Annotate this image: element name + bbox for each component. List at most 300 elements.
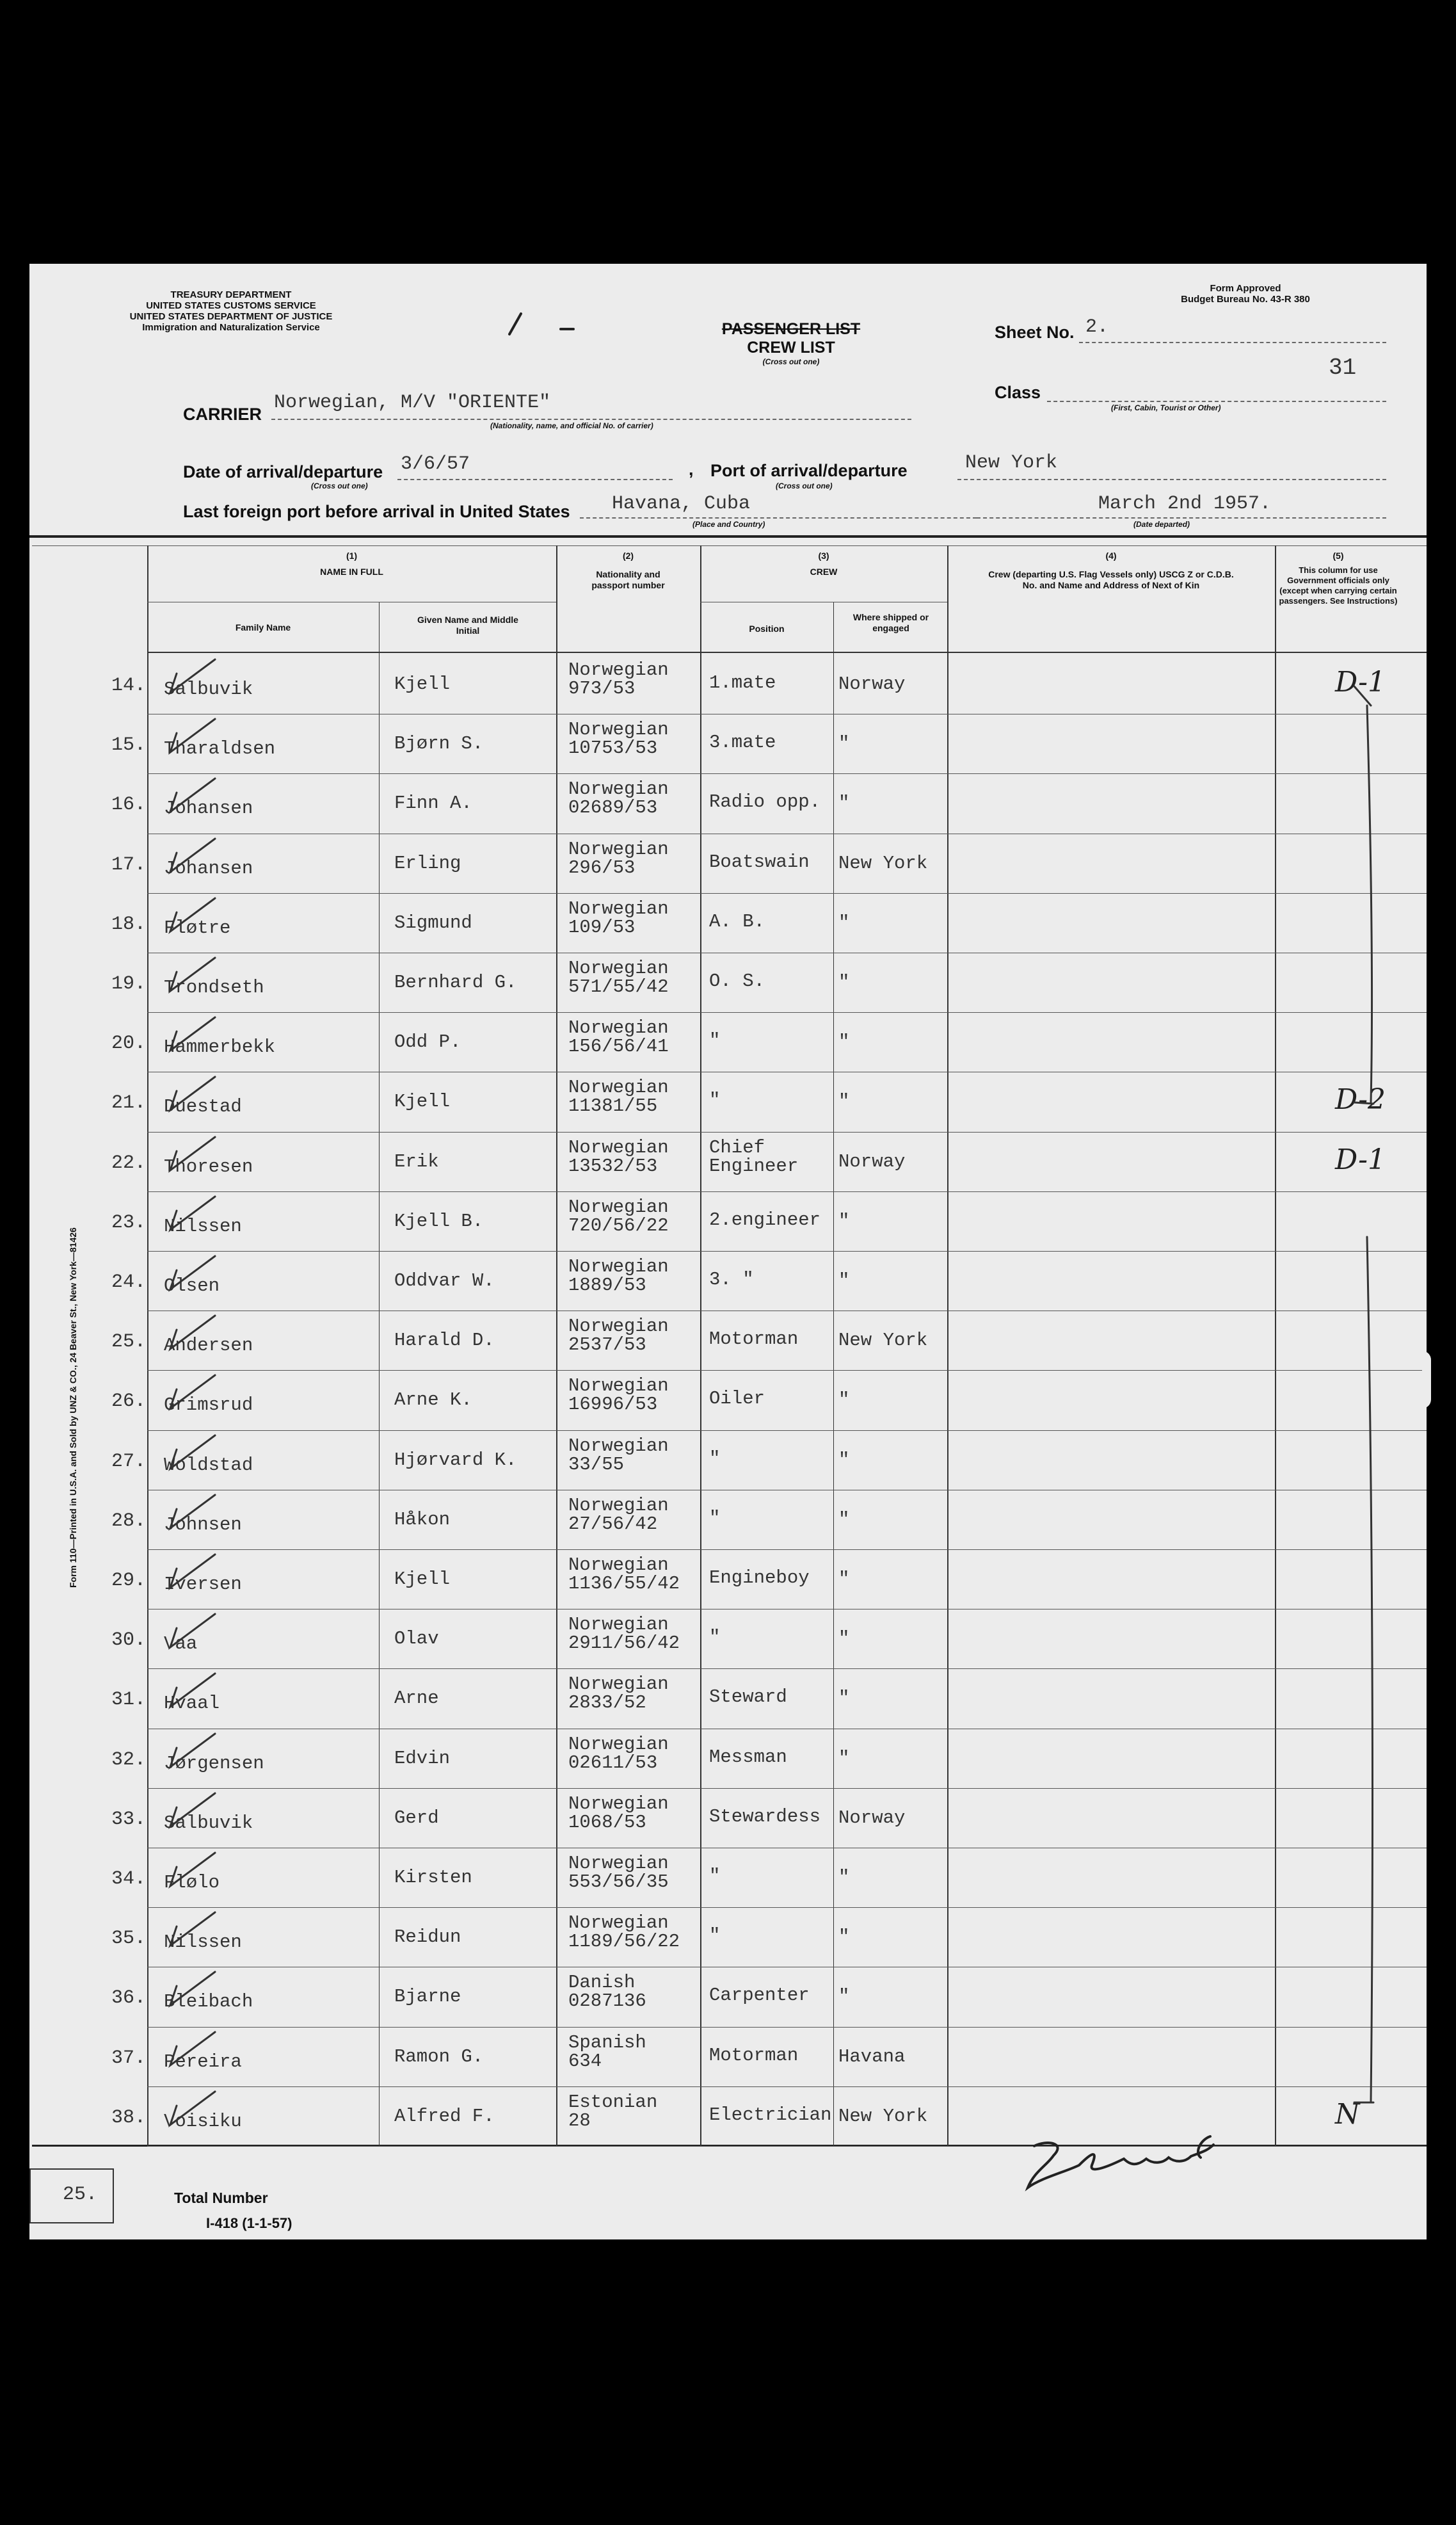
passport-number: 156/56/41 xyxy=(568,1036,669,1058)
side-print: Form 110—Printed in U.S.A. and Sold by UNZ & CO., 24 Beaver St., New York—81426 xyxy=(68,1227,78,1588)
family-name: Vaa xyxy=(164,1633,198,1655)
where-shipped: " xyxy=(838,1688,850,1709)
family-name: Jørgensen xyxy=(164,1752,264,1774)
where-shipped: " xyxy=(838,733,850,755)
row-number: 23. xyxy=(111,1211,146,1234)
list-type-block xyxy=(695,320,887,366)
passport-number: 11381/55 xyxy=(568,1095,658,1117)
nationality: Norwegian xyxy=(568,1316,669,1337)
check-mark xyxy=(132,1370,221,1428)
crew-header: CREW xyxy=(810,567,838,577)
family-name: Nilssen xyxy=(164,1215,242,1237)
row-number: 30. xyxy=(111,1629,146,1652)
where-shipped: " xyxy=(838,1270,850,1291)
port-hint: (Cross out one) xyxy=(776,481,833,490)
crew-position: Stewardess xyxy=(709,1805,821,1827)
nationality-passport xyxy=(568,1317,669,1354)
class-underline xyxy=(1047,401,1386,402)
row-number: 32. xyxy=(111,1748,146,1771)
where-shipped: " xyxy=(838,1986,850,2008)
nationality: Norwegian xyxy=(568,1256,669,1277)
where-shipped: " xyxy=(838,972,850,993)
total-label: Total Number xyxy=(174,2190,268,2206)
family-name: Trondseth xyxy=(164,977,264,998)
page-number: 31 xyxy=(1329,355,1357,381)
row-rule xyxy=(147,773,1427,774)
col-rule-position xyxy=(700,545,701,2146)
family-name: Bleibach xyxy=(164,1991,253,2013)
crew-position: " xyxy=(709,1866,721,1887)
row-rule xyxy=(147,1549,1427,1550)
crew-position: Chief Engineer xyxy=(709,1136,799,1177)
sheet-underline xyxy=(1079,342,1386,343)
family-name: Duestad xyxy=(164,1096,242,1118)
nationality-passport xyxy=(568,661,669,698)
col2-number: (2) xyxy=(622,551,634,561)
passport-number: 571/55/42 xyxy=(568,976,669,997)
date-departed-value: March 2nd 1957. xyxy=(1098,493,1272,515)
where-shipped: New York xyxy=(838,2105,928,2127)
row-rule xyxy=(147,1430,1427,1431)
nationality-passport xyxy=(568,1735,669,1772)
nationality-passport xyxy=(568,1556,680,1593)
nationality-passport xyxy=(568,1437,669,1474)
carrier-label: CARRIER xyxy=(183,405,262,424)
col-rule-col4 xyxy=(947,545,948,2146)
where-shipped: New York xyxy=(838,852,928,874)
nationality-passport xyxy=(568,2033,646,2070)
nationality-passport xyxy=(568,1138,669,1175)
row-rule xyxy=(147,1370,1427,1371)
carrier-hint: (Nationality, name, and official No. of carrier) xyxy=(490,421,653,430)
comma: , xyxy=(689,460,694,479)
bracket-line-1 xyxy=(1367,706,1372,1102)
table-top-rule xyxy=(29,535,1427,538)
given-name: Alfred F. xyxy=(394,2105,495,2127)
row-rule xyxy=(147,2086,1427,2087)
last-port-value: Havana, Cuba xyxy=(612,493,751,515)
family-name: Andersen xyxy=(164,1335,253,1357)
nationality-passport xyxy=(568,1615,680,1652)
where-shipped: " xyxy=(838,1508,850,1530)
family-name: Pereira xyxy=(164,2051,242,2072)
where-shipped: Norway xyxy=(838,1807,906,1828)
given-name: Erik xyxy=(394,1150,439,1172)
check-mark xyxy=(132,654,221,712)
nationality: Norwegian xyxy=(568,838,669,860)
where-shipped: " xyxy=(838,1569,850,1590)
class-label: Class xyxy=(995,383,1041,402)
crew-position: " xyxy=(709,1627,721,1649)
nationality-passport xyxy=(568,780,669,817)
check-mark xyxy=(132,1848,221,1905)
family-name: Thoresen xyxy=(164,1156,253,1177)
nationality: Norwegian xyxy=(568,659,669,681)
crew-position: Motorman xyxy=(709,2044,799,2066)
passport-number: 973/53 xyxy=(568,678,636,699)
passport-number: 2833/52 xyxy=(568,1692,646,1714)
family-name: Flølo xyxy=(164,1872,220,1893)
row-number: 29. xyxy=(111,1570,146,1592)
passport-number: 1189/56/22 xyxy=(568,1931,680,1953)
nationality-passport xyxy=(568,1198,669,1235)
col3-header xyxy=(700,551,947,577)
passport-number: 1889/53 xyxy=(568,1275,646,1296)
row-number: 14. xyxy=(111,675,146,697)
family-name-header: Family Name xyxy=(235,622,291,633)
date-departed-underline xyxy=(977,517,1386,519)
row-number: 24. xyxy=(111,1271,146,1293)
date-value: 3/6/57 xyxy=(401,453,470,475)
agency-line-3: UNITED STATES DEPARTMENT OF JUSTICE xyxy=(129,311,333,322)
row-rule xyxy=(147,1191,1427,1192)
where-shipped: " xyxy=(838,1091,850,1113)
row-number: 22. xyxy=(111,1152,146,1174)
port-underline xyxy=(957,479,1386,480)
nationality-passport xyxy=(568,899,669,937)
passport-number: 27/56/42 xyxy=(568,1513,658,1535)
nationality: Norwegian xyxy=(568,1494,669,1516)
passport-number: 634 xyxy=(568,2050,602,2072)
row-number: 28. xyxy=(111,1510,146,1532)
nationality-passport xyxy=(568,959,669,996)
family-name: Grimsrud xyxy=(164,1394,253,1416)
where-shipped: New York xyxy=(838,1330,928,1351)
check-mark xyxy=(132,1311,221,1368)
nationality: Estonian xyxy=(568,2091,658,2113)
nationality: Norwegian xyxy=(568,898,669,919)
family-name: Olsen xyxy=(164,1275,220,1296)
given-name: Kjell xyxy=(394,1569,451,1590)
nationality: Norwegian xyxy=(568,1733,669,1755)
nationality-passport xyxy=(568,1973,646,2010)
crew-position: Engineboy xyxy=(709,1567,810,1588)
family-name: Johnsen xyxy=(164,1513,242,1535)
passport-number: 0287136 xyxy=(568,1990,646,2012)
check-mark xyxy=(132,1012,221,1070)
check-mark xyxy=(132,1072,221,1129)
passport-number: 1068/53 xyxy=(568,1811,646,1833)
check-mark xyxy=(132,2027,221,2085)
official-annotations xyxy=(1277,648,1427,2146)
row-rule xyxy=(147,1668,1427,1669)
row-number: 19. xyxy=(111,973,146,995)
where-shipped: " xyxy=(838,1747,850,1769)
where-shipped: Havana xyxy=(838,2045,906,2067)
check-mark xyxy=(132,893,221,951)
row-rule xyxy=(147,2027,1427,2028)
nationality-header: Nationality and passport number xyxy=(591,569,665,590)
check-mark xyxy=(132,834,221,891)
passport-number: 10753/53 xyxy=(568,738,658,759)
row-rule xyxy=(147,1012,1427,1013)
nationality-passport xyxy=(568,1795,669,1832)
given-name: Bjørn S. xyxy=(394,733,484,755)
nationality: Norwegian xyxy=(568,1912,669,1934)
family-name: Tharaldsen xyxy=(164,738,276,760)
check-mark xyxy=(132,1430,221,1488)
where-shipped: " xyxy=(838,912,850,933)
passport-number: 16996/53 xyxy=(568,1394,658,1416)
check-mark xyxy=(132,1251,221,1309)
family-name: Hvaal xyxy=(164,1693,220,1714)
crew-position: O. S. xyxy=(709,971,765,992)
crew-position: 2.engineer xyxy=(709,1209,821,1230)
col-rule-col5 xyxy=(1275,545,1276,2146)
agency-line-4: Immigration and Naturalization Service xyxy=(142,322,320,333)
nationality: Norwegian xyxy=(568,1793,669,1814)
passport-number: 02611/53 xyxy=(568,1752,658,1773)
row-number: 38. xyxy=(111,2106,146,2129)
total-box xyxy=(29,2168,114,2223)
crew-position: A. B. xyxy=(709,910,765,932)
family-name: Salbuvik xyxy=(164,679,253,700)
where-shipped: " xyxy=(838,1628,850,1650)
nationality: Norwegian xyxy=(568,1017,669,1039)
row-rule xyxy=(147,1907,1427,1908)
nationality-passport xyxy=(568,720,669,757)
position-header: Position xyxy=(749,624,785,634)
crew-list-form xyxy=(29,264,1427,2239)
check-mark xyxy=(132,1967,221,2024)
official-mark: D-1 xyxy=(1335,1143,1386,1176)
check-mark xyxy=(132,1132,221,1190)
given-name: Odd P. xyxy=(394,1031,461,1053)
given-name: Oddvar W. xyxy=(394,1270,495,1291)
family-name: Nilssen xyxy=(164,1932,242,1953)
class-hint: (First, Cabin, Tourist or Other) xyxy=(1111,403,1221,412)
bracket-line-2 xyxy=(1367,1237,1372,2101)
given-name: Harald D. xyxy=(394,1330,495,1351)
crew-list-title: CREW LIST xyxy=(747,339,835,357)
where-shipped: " xyxy=(838,1867,850,1888)
given-name: Gerd xyxy=(394,1807,439,1828)
family-name: Hammerbekk xyxy=(164,1037,276,1058)
col1-header xyxy=(147,551,556,577)
given-name: Olav xyxy=(394,1628,439,1650)
col5-header xyxy=(1277,551,1399,606)
passport-number: 2537/53 xyxy=(568,1334,646,1356)
name-in-full-label: NAME IN FULL xyxy=(320,567,383,577)
given-name: Hjørvard K. xyxy=(394,1449,517,1471)
given-name: Edvin xyxy=(394,1747,451,1769)
given-name: Bernhard G. xyxy=(394,972,517,993)
family-name: Voisiku xyxy=(164,2110,242,2132)
check-mark xyxy=(132,714,221,771)
crew-position: " xyxy=(709,1507,721,1529)
family-name: Salbuvik xyxy=(164,1812,253,1834)
passport-number: 296/53 xyxy=(568,857,636,878)
nationality-passport xyxy=(568,1257,669,1295)
crew-position: Radio opp. xyxy=(709,791,821,813)
col1-number: (1) xyxy=(346,551,358,561)
row-number: 35. xyxy=(111,1928,146,1950)
stray-ink-mark xyxy=(497,309,605,341)
crew-position: Carpenter xyxy=(709,1985,810,2006)
check-mark xyxy=(132,1729,221,1786)
check-mark xyxy=(132,1668,221,1726)
given-name: Erling xyxy=(394,852,461,874)
given-name: Arne K. xyxy=(394,1389,472,1411)
crew-position: 3. " xyxy=(709,1269,754,1290)
nationality: Norwegian xyxy=(568,1435,669,1456)
row-number: 25. xyxy=(111,1331,146,1353)
where-shipped-header: Where shipped or engaged xyxy=(852,612,929,633)
family-name: Fløtre xyxy=(164,917,231,939)
carrier-underline xyxy=(271,419,911,420)
row-number: 16. xyxy=(111,794,146,816)
agency-line-1: TREASURY DEPARTMENT xyxy=(170,289,292,300)
passport-number: 109/53 xyxy=(568,916,636,938)
crew-position: Motorman xyxy=(709,1328,799,1350)
passport-number: 553/56/35 xyxy=(568,1871,669,1892)
col5-number: (5) xyxy=(1332,551,1344,561)
check-mark xyxy=(132,2086,221,2144)
crew-position: Oiler xyxy=(709,1388,765,1410)
crew-position: " xyxy=(709,1925,721,1947)
passport-number: 28 xyxy=(568,2110,591,2131)
date-departed-hint: (Date departed) xyxy=(1133,520,1190,529)
crew-position: " xyxy=(709,1090,721,1111)
row-rule xyxy=(147,1251,1427,1252)
nationality: Norwegian xyxy=(568,1196,669,1218)
check-mark xyxy=(132,1490,221,1547)
nationality-passport xyxy=(568,1914,680,1951)
row-number: 31. xyxy=(111,1689,146,1711)
check-mark xyxy=(132,1609,221,1666)
row-rule xyxy=(147,1788,1427,1789)
nationality: Danish xyxy=(568,1972,636,1994)
carrier-value: Norwegian, M/V "ORIENTE" xyxy=(274,392,551,414)
nationality-passport xyxy=(568,1019,669,1056)
nationality-passport xyxy=(568,1376,669,1414)
last-port-underline xyxy=(580,517,977,519)
check-mark xyxy=(132,1191,221,1249)
family-name: Johansen xyxy=(164,857,253,879)
port-value: New York xyxy=(965,452,1058,474)
col4-header xyxy=(947,551,1275,591)
given-name: Reidun xyxy=(394,1926,461,1948)
given-name: Kjell xyxy=(394,1091,451,1113)
form-approved-text: Form Approved xyxy=(1210,283,1281,294)
nationality: Norwegian xyxy=(568,719,669,741)
where-shipped: " xyxy=(838,1031,850,1053)
row-rule xyxy=(147,893,1427,894)
check-mark xyxy=(132,1788,221,1846)
date-label: Date of arrival/departure xyxy=(183,462,383,481)
agency-block xyxy=(125,289,337,333)
check-mark xyxy=(132,1549,221,1607)
table-top-thin-rule xyxy=(32,545,1427,546)
signature xyxy=(1009,2127,1252,2197)
where-shipped: " xyxy=(838,1210,850,1232)
where-shipped: Norway xyxy=(838,1150,906,1172)
row-number: 36. xyxy=(111,1987,146,2010)
last-port-label: Last foreign port before arrival in United States xyxy=(183,502,570,521)
col2-header xyxy=(556,551,700,591)
budget-bureau-text: Budget Bureau No. 43-R 380 xyxy=(1181,294,1310,305)
row-rule xyxy=(147,1132,1427,1133)
col3-number: (3) xyxy=(818,551,829,561)
row-number: 26. xyxy=(111,1391,146,1413)
form-code: I-418 (1-1-57) xyxy=(206,2215,292,2231)
given-name-header: Given Name and Middle Initial xyxy=(417,615,518,636)
passport-number: 13532/53 xyxy=(568,1155,658,1177)
row-number: 18. xyxy=(111,913,146,935)
nationality-passport xyxy=(568,1496,669,1533)
date-hint: (Cross out one) xyxy=(311,481,368,490)
nationality-passport xyxy=(568,1854,669,1891)
nationality: Norwegian xyxy=(568,1375,669,1397)
given-name: Ramon G. xyxy=(394,2045,484,2067)
where-shipped: " xyxy=(838,1389,850,1411)
crew-position: Boatswain xyxy=(709,851,810,873)
col4-number: (4) xyxy=(1105,551,1117,561)
header-bottom-rule xyxy=(147,652,1427,653)
sheet-label: Sheet No. xyxy=(995,323,1075,342)
row-number: 17. xyxy=(111,853,146,876)
nationality: Spanish xyxy=(568,2031,646,2053)
sheet-value: 2. xyxy=(1085,316,1109,338)
official-mark: D-1 xyxy=(1335,666,1386,698)
row-number: 20. xyxy=(111,1033,146,1055)
where-shipped: " xyxy=(838,793,850,814)
passenger-list-title: PASSENGER LIST xyxy=(721,320,861,338)
given-name: Sigmund xyxy=(394,912,472,933)
last-port-hint: (Place and Country) xyxy=(692,520,765,529)
passport-number: 1136/55/42 xyxy=(568,1573,680,1594)
given-name: Kirsten xyxy=(394,1867,472,1888)
given-name: Kjell xyxy=(394,674,451,695)
page-edge-artifact xyxy=(1422,1351,1431,1408)
crew-position: 3.mate xyxy=(709,732,776,754)
nationality: Norwegian xyxy=(568,1853,669,1874)
nationality: Norwegian xyxy=(568,778,669,800)
crew-departing-header: Crew (departing U.S. Flag Vessels only) USCG Z or C.D.B. No. and Name and Address of Next of Kin xyxy=(988,569,1234,590)
nationality-passport xyxy=(568,840,669,877)
check-mark xyxy=(132,1907,221,1965)
given-name: Finn A. xyxy=(394,793,472,814)
passport-number: 33/55 xyxy=(568,1453,625,1475)
gov-use-header: This column for use Government officials only (except when carrying certain passengers. See Instructions) xyxy=(1279,565,1398,606)
cross-out-hint: (Cross out one) xyxy=(762,357,820,366)
given-name: Håkon xyxy=(394,1508,451,1530)
passport-number: 2911/56/42 xyxy=(568,1633,680,1654)
nationality: Norwegian xyxy=(568,1077,669,1099)
row-number: 34. xyxy=(111,1868,146,1890)
nationality: Norwegian xyxy=(568,1614,669,1636)
port-label: Port of arrival/departure xyxy=(710,461,908,480)
date-underline xyxy=(397,479,673,480)
row-number: 37. xyxy=(111,2047,146,2069)
row-number: 15. xyxy=(111,734,146,757)
total-value: 25. xyxy=(63,2184,98,2206)
nationality: Norwegian xyxy=(568,1554,669,1576)
crew-position: Steward xyxy=(709,1686,787,1708)
where-shipped: " xyxy=(838,1449,850,1471)
crew-position: " xyxy=(709,1030,721,1052)
check-mark xyxy=(132,773,221,831)
where-shipped: " xyxy=(838,1926,850,1948)
row-number: 21. xyxy=(111,1092,146,1115)
given-name: Bjarne xyxy=(394,1986,461,2008)
nationality-passport xyxy=(568,1675,669,1712)
nationality: Norwegian xyxy=(568,1674,669,1695)
official-mark: D-2 xyxy=(1335,1083,1386,1117)
family-name: Woldstad xyxy=(164,1454,253,1476)
col-rule-nationality xyxy=(556,545,557,2146)
given-name: Arne xyxy=(394,1688,439,1709)
